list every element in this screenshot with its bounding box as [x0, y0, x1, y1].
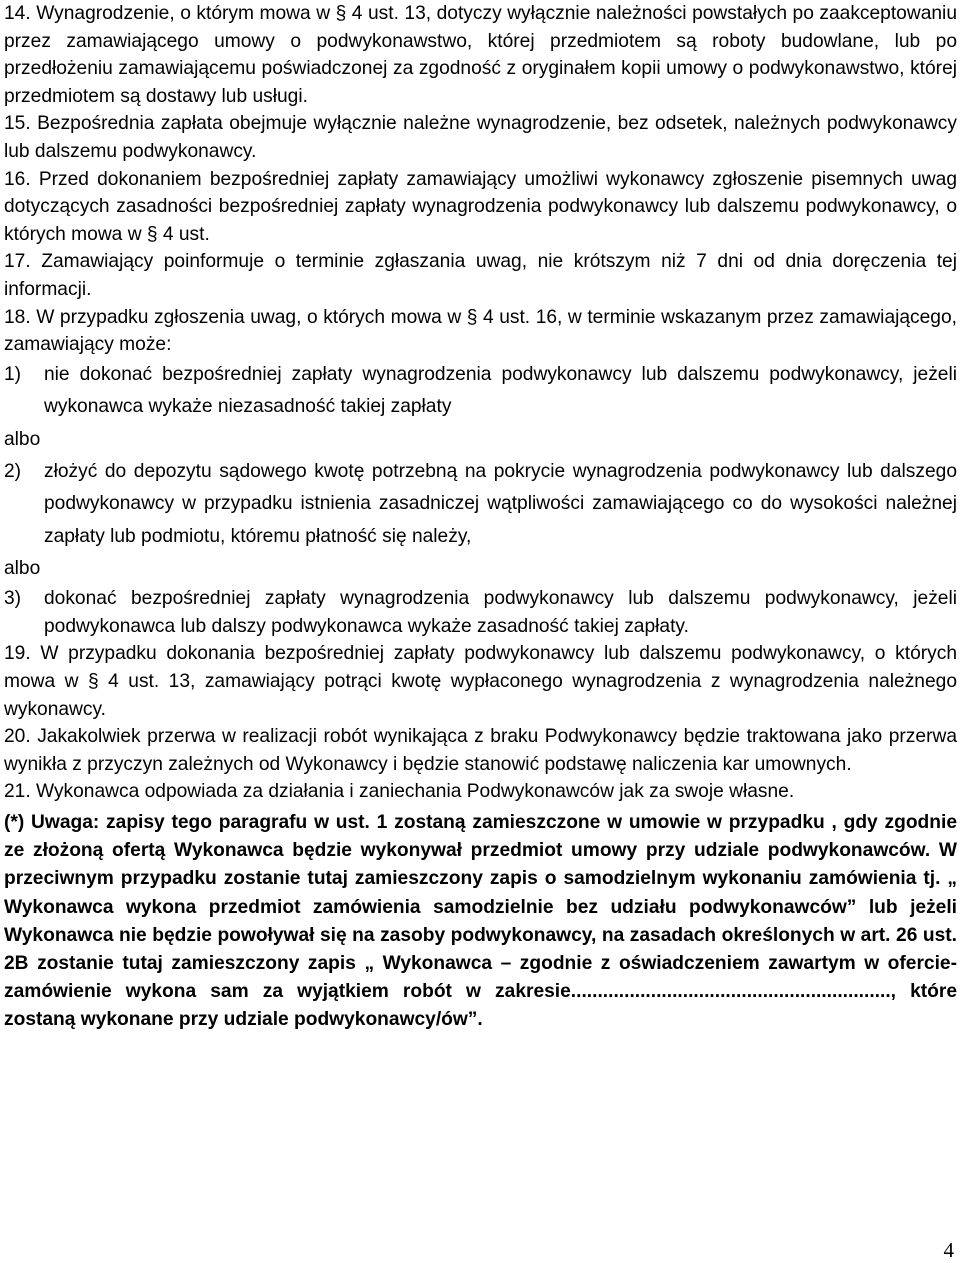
albo-connector: albo: [4, 428, 41, 450]
paragraph-19: 19. W przypadku dokonania bezpośredniej zapłaty podwykonawcy lub dalszemu podwykonawcy, o których mowa w § 4 ust. 13, zamawiający potrąci kwotę wypłaconego wynagrodzenia z wynagrodzenia należnego wykonawcy.: [4, 643, 957, 720]
page-number: 4: [943, 1238, 954, 1262]
paragraph-21: 21. Wykonawca odpowiada za działania i zaniechania Podwykonawców jak za swoje własne.: [4, 781, 795, 803]
list-item-text: nie dokonać bezpośredniej zapłaty wynagrodzenia podwykonawcy lub dalszemu podwykonawcy, jeżeli wykonawca wykaże niezasadność takiej zapłaty: [44, 363, 957, 418]
document-page: [4, 0, 957, 1035]
list-item-number: 2): [4, 460, 22, 482]
list-item-number: 3): [4, 588, 22, 610]
list-item-number: 1): [4, 363, 22, 385]
paragraph-18: 18. W przypadku zgłoszenia uwag, o których mowa w § 4 ust. 16, w terminie wskazanym przez zamawiającego, zamawiający może:: [4, 306, 957, 356]
paragraph-20: 20. Jakakolwiek przerwa w realizacji robót wynikająca z braku Podwykonawcy będzie traktowana jako przerwa wynikła z przyczyn zależnych od Wykonawcy i będzie stanowić podstawę naliczenia kar umownych.: [4, 726, 957, 775]
albo-connector: albo: [4, 558, 41, 580]
list-item: [4, 585, 957, 640]
note-paragraph: (*) Uwaga: zapisy tego paragrafu w ust. 1 zostaną zamieszczone w umowie w przypadku , gdy zgodnie ze złożoną ofertą Wykonawca będzie wykonywał przedmiot umowy przy udziale podwykonawców. W przeciwnym przypadku zostanie tutaj zamieszczony zapis o samodzielnym wykonaniu zamówienia tj. „ Wykonawca wykona przedmiot zamówienia samodzielnie bez udziału podwykonawców” lub jeżeli Wykonawca nie będzie powoływał się na zasoby podwykonawcy, na zasadach określonych w art. 26 ust. 2B zostanie tutaj zamieszczony zapis „ Wykonawca – zgodnie z oświadczeniem zawartym w ofercie- zamówienie wykona sam za wyjątkiem robót w zakresie............................................................, które zostaną wykonane przy udziale podwykonawcy/ów”.: [4, 811, 957, 1031]
list-item: [4, 456, 957, 554]
paragraph-15: 15. Bezpośrednia zapłata obejmuje wyłącznie należne wynagrodzenie, bez odsetek, należnych podwykonawcy lub dalszemu podwykonawcy.: [4, 113, 957, 162]
paragraph-16: 16. Przed dokonaniem bezpośredniej zapłaty zamawiający umożliwi wykonawcy zgłoszenie pisemnych uwag dotyczących zasadności bezpośredniej zapłaty wynagrodzenia podwykonawcy lub dalszemu podwykonawcy, o których mowa w § 4 ust.: [4, 168, 957, 245]
list-item-text: dokonać bezpośredniej zapłaty wynagrodzenia podwykonawcy lub dalszemu podwykonawcy, jeżeli podwykonawca lub dalszy podwykonawca wykaże zasadność takiej zapłaty.: [44, 588, 957, 637]
options-list: [4, 359, 957, 641]
paragraph-17: 17. Zamawiający poinformuje o terminie zgłaszania uwag, nie krótszym niż 7 dni od dnia doręczenia tej informacji.: [4, 251, 957, 300]
list-item-text: złożyć do depozytu sądowego kwotę potrzebną na pokrycie wynagrodzenia podwykonawcy lub dalszego podwykonawcy w przypadku istnienia zasadniczej wątpliwości zamawiającego co do wysokości należnej zapłaty lub podmiotu, któremu płatność się należy,: [44, 460, 957, 547]
paragraph-14: 14. Wynagrodzenie, o którym mowa w § 4 ust. 13, dotyczy wyłącznie należności powstałych po zaakceptowaniu przez zamawiającego umowy o podwykonawstwo, której przedmiotem są roboty budowlane, lub po przedłożeniu zamawiającemu poświadczonej za zgodność z oryginałem kopii umowy o podwykonawstwo, której przedmiotem są dostawy lub usługi.: [4, 3, 957, 107]
list-item: [4, 359, 957, 424]
